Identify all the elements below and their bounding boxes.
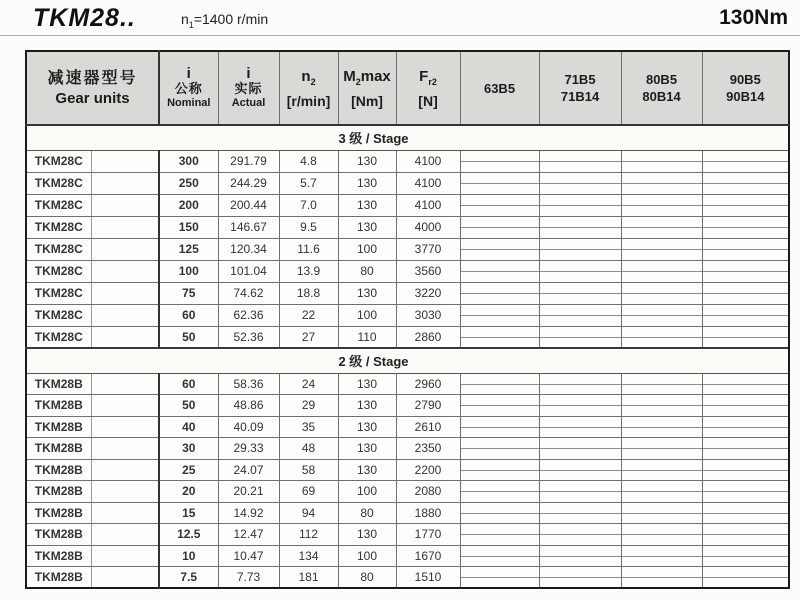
- i-nominal-cell: 50: [159, 395, 218, 417]
- n2-cell: 4.8: [279, 150, 338, 172]
- col-header-motor-71b5: 71B5 71B14: [539, 51, 621, 125]
- fr2-cell: 3220: [396, 282, 460, 304]
- motor-71b5-cell: [539, 545, 621, 567]
- input-speed-note: [181, 11, 268, 30]
- motor-63b5-cell: [460, 216, 539, 238]
- motor-71b5-cell: [539, 395, 621, 417]
- col-header-i-actual: [218, 51, 279, 125]
- motor-63b5-cell: [460, 326, 539, 348]
- i-nominal-cell: 25: [159, 459, 218, 481]
- fr2-cell: 2080: [396, 481, 460, 503]
- i-actual-symbol: i: [246, 65, 251, 82]
- motor-63b5-cell: [460, 502, 539, 524]
- motor-80b5-cell: [621, 304, 702, 326]
- motor-90b5-cell: [702, 326, 789, 348]
- motor-80b5-cell: [621, 567, 702, 589]
- i-nominal-en: Nominal: [167, 97, 211, 109]
- motor-71b5-cell: [539, 260, 621, 282]
- stage-banner-row: [26, 125, 789, 150]
- i-nominal-cell: 75: [159, 282, 218, 304]
- motor-80b5-cell: [621, 282, 702, 304]
- model-cell: TKM28C: [26, 304, 91, 326]
- motor-63b5-cell: [460, 395, 539, 417]
- m2max-unit: [Nm]: [351, 92, 383, 109]
- stage-banner-label: 2 级 / Stage: [26, 348, 789, 373]
- motor-71b5-cell: [539, 194, 621, 216]
- fr2-cell: 1880: [396, 502, 460, 524]
- m2max-cell: 130: [338, 438, 396, 460]
- model-spacer-cell: [91, 194, 159, 216]
- motor-71b5-cell: [539, 502, 621, 524]
- model-cell: TKM28C: [26, 150, 91, 172]
- motor-80b5-cell: [621, 524, 702, 546]
- n2-cell: 94: [279, 502, 338, 524]
- motor-90b5-cell: [702, 567, 789, 589]
- n2-unit: [r/min]: [286, 92, 331, 109]
- model-cell: TKM28C: [26, 172, 91, 194]
- model-cell: TKM28C: [26, 260, 91, 282]
- i-nominal-cell: 12.5: [159, 524, 218, 546]
- torque-rating: 130Nm: [719, 6, 788, 29]
- m2max-cell: 130: [338, 150, 396, 172]
- table-row: [26, 416, 789, 438]
- i-nominal-cell: 30: [159, 438, 218, 460]
- i-nominal-cell: 60: [159, 373, 218, 395]
- table-row: [26, 545, 789, 567]
- table-row: [26, 567, 789, 589]
- motor-80b5-cell: [621, 260, 702, 282]
- n2-cell: 7.0: [279, 194, 338, 216]
- table-row: [26, 373, 789, 395]
- n2-cell: 11.6: [279, 238, 338, 260]
- i-nominal-cell: 7.5: [159, 567, 218, 589]
- motor-80b5-cell: [621, 502, 702, 524]
- fr2-cell: 2610: [396, 416, 460, 438]
- motor-63b5-cell: [460, 194, 539, 216]
- m2max-cell: 130: [338, 416, 396, 438]
- m2max-cell: 100: [338, 545, 396, 567]
- motor-90b5-cell: [702, 238, 789, 260]
- m2max-cell: 130: [338, 282, 396, 304]
- motor-71b5-cell: [539, 304, 621, 326]
- motor-80b5-cell: [621, 545, 702, 567]
- motor-90b5-cell: [702, 545, 789, 567]
- col-header-motor-63b5: 63B5: [460, 51, 539, 125]
- table-row: [26, 502, 789, 524]
- table-row: [26, 326, 789, 348]
- model-cell: TKM28B: [26, 395, 91, 417]
- m2max-cell: 130: [338, 172, 396, 194]
- model-cell: TKM28C: [26, 194, 91, 216]
- i-nominal-cell: 100: [159, 260, 218, 282]
- motor-90b5-cell: [702, 373, 789, 395]
- stage-banner-row: [26, 348, 789, 373]
- motor-80b5-cell: [621, 194, 702, 216]
- motor-63b5-cell: [460, 459, 539, 481]
- speed-subscript: 1: [188, 19, 194, 30]
- motor-71b5-cell: [539, 416, 621, 438]
- page-header: [0, 0, 800, 35]
- motor-80b5-cell: [621, 481, 702, 503]
- fr2-symbol: $F_{r2}$: [419, 67, 437, 87]
- fr2-cell: 1670: [396, 545, 460, 567]
- n2-cell: 112: [279, 524, 338, 546]
- motor-80b5-cell: [621, 172, 702, 194]
- model-cell: TKM28B: [26, 438, 91, 460]
- motor-90b5-cell: [702, 194, 789, 216]
- i-actual-cell: 244.29: [218, 172, 279, 194]
- speed-symbol: n: [181, 11, 189, 27]
- motor-71b5-cell: [539, 567, 621, 589]
- fr2-cell: 3770: [396, 238, 460, 260]
- model-spacer-cell: [91, 304, 159, 326]
- i-actual-cell: 7.73: [218, 567, 279, 589]
- motor-90b5-cell: [702, 502, 789, 524]
- m2max-cell: 130: [338, 194, 396, 216]
- motor-90b5-cell: [702, 150, 789, 172]
- model-spacer-cell: [91, 172, 159, 194]
- m2max-cell: 130: [338, 459, 396, 481]
- fr2-cell: 1770: [396, 524, 460, 546]
- n2-cell: 18.8: [279, 282, 338, 304]
- i-nominal-cell: 200: [159, 194, 218, 216]
- page-title: TKM28..: [33, 4, 136, 32]
- fr2-cell: 3560: [396, 260, 460, 282]
- motor-90b5-cell: [702, 260, 789, 282]
- model-spacer-cell: [91, 238, 159, 260]
- n2-cell: 5.7: [279, 172, 338, 194]
- n2-cell: 35: [279, 416, 338, 438]
- i-actual-cell: 10.47: [218, 545, 279, 567]
- i-nominal-cell: 50: [159, 326, 218, 348]
- col-header-fr2: [396, 51, 460, 125]
- i-nominal-cell: 60: [159, 304, 218, 326]
- model-spacer-cell: [91, 438, 159, 460]
- i-nominal-cell: 10: [159, 545, 218, 567]
- fr2-unit: [N]: [418, 92, 438, 109]
- model-cell: TKM28C: [26, 238, 91, 260]
- i-actual-cell: 40.09: [218, 416, 279, 438]
- header-divider: [0, 35, 800, 36]
- fr2-cell: 4000: [396, 216, 460, 238]
- fr2-cell: 2790: [396, 395, 460, 417]
- table-row: [26, 481, 789, 503]
- model-spacer-cell: [91, 416, 159, 438]
- motor-71b5-cell: [539, 481, 621, 503]
- col-header-motor-90b5: 90B5 90B14: [702, 51, 789, 125]
- n2-cell: 22: [279, 304, 338, 326]
- i-actual-cell: 52.36: [218, 326, 279, 348]
- i-actual-cell: 62.36: [218, 304, 279, 326]
- col-header-motor-80b5: 80B5 80B14: [621, 51, 702, 125]
- table-row: [26, 304, 789, 326]
- motor-90b5-cell: [702, 172, 789, 194]
- model-spacer-cell: [91, 545, 159, 567]
- model-spacer-cell: [91, 282, 159, 304]
- model-spacer-cell: [91, 567, 159, 589]
- model-cell: TKM28B: [26, 373, 91, 395]
- i-actual-cell: 48.86: [218, 395, 279, 417]
- i-actual-cell: 12.47: [218, 524, 279, 546]
- model-cell: TKM28B: [26, 545, 91, 567]
- motor-90b5-cell: [702, 304, 789, 326]
- i-nominal-cell: 15: [159, 502, 218, 524]
- motor-80b5-cell: [621, 459, 702, 481]
- motor-80b5-cell: [621, 395, 702, 417]
- motor-80b5-cell: [621, 216, 702, 238]
- stage-banner-label: 3 级 / Stage: [26, 125, 789, 150]
- motor-90b5-cell: [702, 524, 789, 546]
- model-cell: TKM28B: [26, 481, 91, 503]
- motor-80b5-cell: [621, 373, 702, 395]
- i-nominal-cell: 150: [159, 216, 218, 238]
- table-row: [26, 395, 789, 417]
- table-row: [26, 260, 789, 282]
- n2-cell: 69: [279, 481, 338, 503]
- n2-cell: 29: [279, 395, 338, 417]
- i-actual-cell: 200.44: [218, 194, 279, 216]
- n2-symbol: $n_2$: [301, 67, 316, 87]
- gear-units-label-zh: 减速器型号: [47, 69, 138, 87]
- motor-63b5-cell: [460, 282, 539, 304]
- model-cell: TKM28C: [26, 216, 91, 238]
- motor-63b5-cell: [460, 304, 539, 326]
- i-actual-cell: 120.34: [218, 238, 279, 260]
- motor-63b5-cell: [460, 260, 539, 282]
- model-spacer-cell: [91, 216, 159, 238]
- m2max-cell: 130: [338, 524, 396, 546]
- n2-cell: 134: [279, 545, 338, 567]
- motor-71b5-cell: [539, 459, 621, 481]
- i-actual-zh: 实际: [234, 81, 263, 96]
- motor-80b5-cell: [621, 438, 702, 460]
- m2max-cell: 110: [338, 326, 396, 348]
- fr2-cell: 4100: [396, 172, 460, 194]
- motor-63b5-cell: [460, 373, 539, 395]
- i-nominal-cell: 250: [159, 172, 218, 194]
- i-actual-cell: 14.92: [218, 502, 279, 524]
- motor-71b5-cell: [539, 150, 621, 172]
- gear-ratings-table: [25, 50, 790, 589]
- i-actual-cell: 74.62: [218, 282, 279, 304]
- motor-71b5-cell: [539, 282, 621, 304]
- col-header-i-nominal: [159, 51, 218, 125]
- n2-cell: 9.5: [279, 216, 338, 238]
- m2max-cell: 100: [338, 304, 396, 326]
- col-header-m2max: [338, 51, 396, 125]
- motor-63b5-cell: [460, 524, 539, 546]
- col-header-gear-units: [26, 51, 159, 125]
- m2max-cell: 100: [338, 481, 396, 503]
- n2-cell: 13.9: [279, 260, 338, 282]
- model-spacer-cell: [91, 459, 159, 481]
- model-spacer-cell: [91, 481, 159, 503]
- i-actual-en: Actual: [231, 97, 266, 109]
- motor-71b5-cell: [539, 216, 621, 238]
- motor-63b5-cell: [460, 481, 539, 503]
- motor-63b5-cell: [460, 238, 539, 260]
- fr2-cell: 4100: [396, 194, 460, 216]
- model-cell: TKM28B: [26, 502, 91, 524]
- i-nominal-cell: 125: [159, 238, 218, 260]
- motor-71b5-cell: [539, 524, 621, 546]
- i-actual-cell: 20.21: [218, 481, 279, 503]
- model-spacer-cell: [91, 373, 159, 395]
- motor-71b5-cell: [539, 326, 621, 348]
- fr2-cell: 1510: [396, 567, 460, 589]
- m2max-cell: 80: [338, 260, 396, 282]
- n2-cell: 181: [279, 567, 338, 589]
- motor-71b5-cell: [539, 172, 621, 194]
- fr2-cell: 3030: [396, 304, 460, 326]
- n2-cell: 27: [279, 326, 338, 348]
- motor-63b5-cell: [460, 172, 539, 194]
- motor-63b5-cell: [460, 545, 539, 567]
- fr2-cell: 2200: [396, 459, 460, 481]
- fr2-cell: 2350: [396, 438, 460, 460]
- m2max-cell: 130: [338, 373, 396, 395]
- i-actual-cell: 146.67: [218, 216, 279, 238]
- model-spacer-cell: [91, 260, 159, 282]
- motor-63b5-cell: [460, 567, 539, 589]
- motor-63b5-cell: [460, 416, 539, 438]
- i-actual-cell: 58.36: [218, 373, 279, 395]
- gear-units-label-en: Gear units: [55, 89, 130, 107]
- motor-80b5-cell: [621, 150, 702, 172]
- n2-cell: 24: [279, 373, 338, 395]
- model-cell: TKM28B: [26, 524, 91, 546]
- model-cell: TKM28B: [26, 416, 91, 438]
- table-header-row: [26, 51, 789, 125]
- model-spacer-cell: [91, 395, 159, 417]
- model-spacer-cell: [91, 524, 159, 546]
- table-row: [26, 172, 789, 194]
- motor-90b5-cell: [702, 481, 789, 503]
- motor-71b5-cell: [539, 373, 621, 395]
- motor-90b5-cell: [702, 416, 789, 438]
- model-cell: TKM28C: [26, 326, 91, 348]
- model-spacer-cell: [91, 150, 159, 172]
- m2max-cell: 130: [338, 216, 396, 238]
- motor-90b5-cell: [702, 216, 789, 238]
- i-actual-cell: 24.07: [218, 459, 279, 481]
- i-actual-cell: 101.04: [218, 260, 279, 282]
- n2-cell: 48: [279, 438, 338, 460]
- n2-cell: 58: [279, 459, 338, 481]
- fr2-cell: 2860: [396, 326, 460, 348]
- fr2-cell: 2960: [396, 373, 460, 395]
- model-cell: TKM28B: [26, 459, 91, 481]
- model-cell: TKM28C: [26, 282, 91, 304]
- i-actual-cell: 291.79: [218, 150, 279, 172]
- i-nominal-zh: 公称: [174, 81, 203, 96]
- m2max-cell: 80: [338, 567, 396, 589]
- model-spacer-cell: [91, 502, 159, 524]
- i-actual-cell: 29.33: [218, 438, 279, 460]
- motor-80b5-cell: [621, 326, 702, 348]
- motor-90b5-cell: [702, 438, 789, 460]
- table-row: [26, 194, 789, 216]
- motor-63b5-cell: [460, 438, 539, 460]
- i-nominal-cell: 40: [159, 416, 218, 438]
- motor-80b5-cell: [621, 238, 702, 260]
- col-header-n2: [279, 51, 338, 125]
- motor-90b5-cell: [702, 282, 789, 304]
- model-spacer-cell: [91, 326, 159, 348]
- i-nominal-cell: 300: [159, 150, 218, 172]
- model-cell: TKM28B: [26, 567, 91, 589]
- table-row: [26, 524, 789, 546]
- table-row: [26, 438, 789, 460]
- m2max-cell: 100: [338, 238, 396, 260]
- table-row: [26, 150, 789, 172]
- table-row: [26, 282, 789, 304]
- m2max-symbol: $M_2\max$: [343, 67, 391, 87]
- i-nominal-cell: 20: [159, 481, 218, 503]
- table-row: [26, 459, 789, 481]
- speed-value: =1400 r/min: [193, 11, 269, 27]
- motor-80b5-cell: [621, 416, 702, 438]
- motor-90b5-cell: [702, 395, 789, 417]
- table-row: [26, 216, 789, 238]
- motor-71b5-cell: [539, 238, 621, 260]
- i-nominal-symbol: i: [186, 65, 191, 82]
- fr2-cell: 4100: [396, 150, 460, 172]
- motor-90b5-cell: [702, 459, 789, 481]
- m2max-cell: 80: [338, 502, 396, 524]
- table-row: [26, 238, 789, 260]
- motor-63b5-cell: [460, 150, 539, 172]
- motor-71b5-cell: [539, 438, 621, 460]
- m2max-cell: 130: [338, 395, 396, 417]
